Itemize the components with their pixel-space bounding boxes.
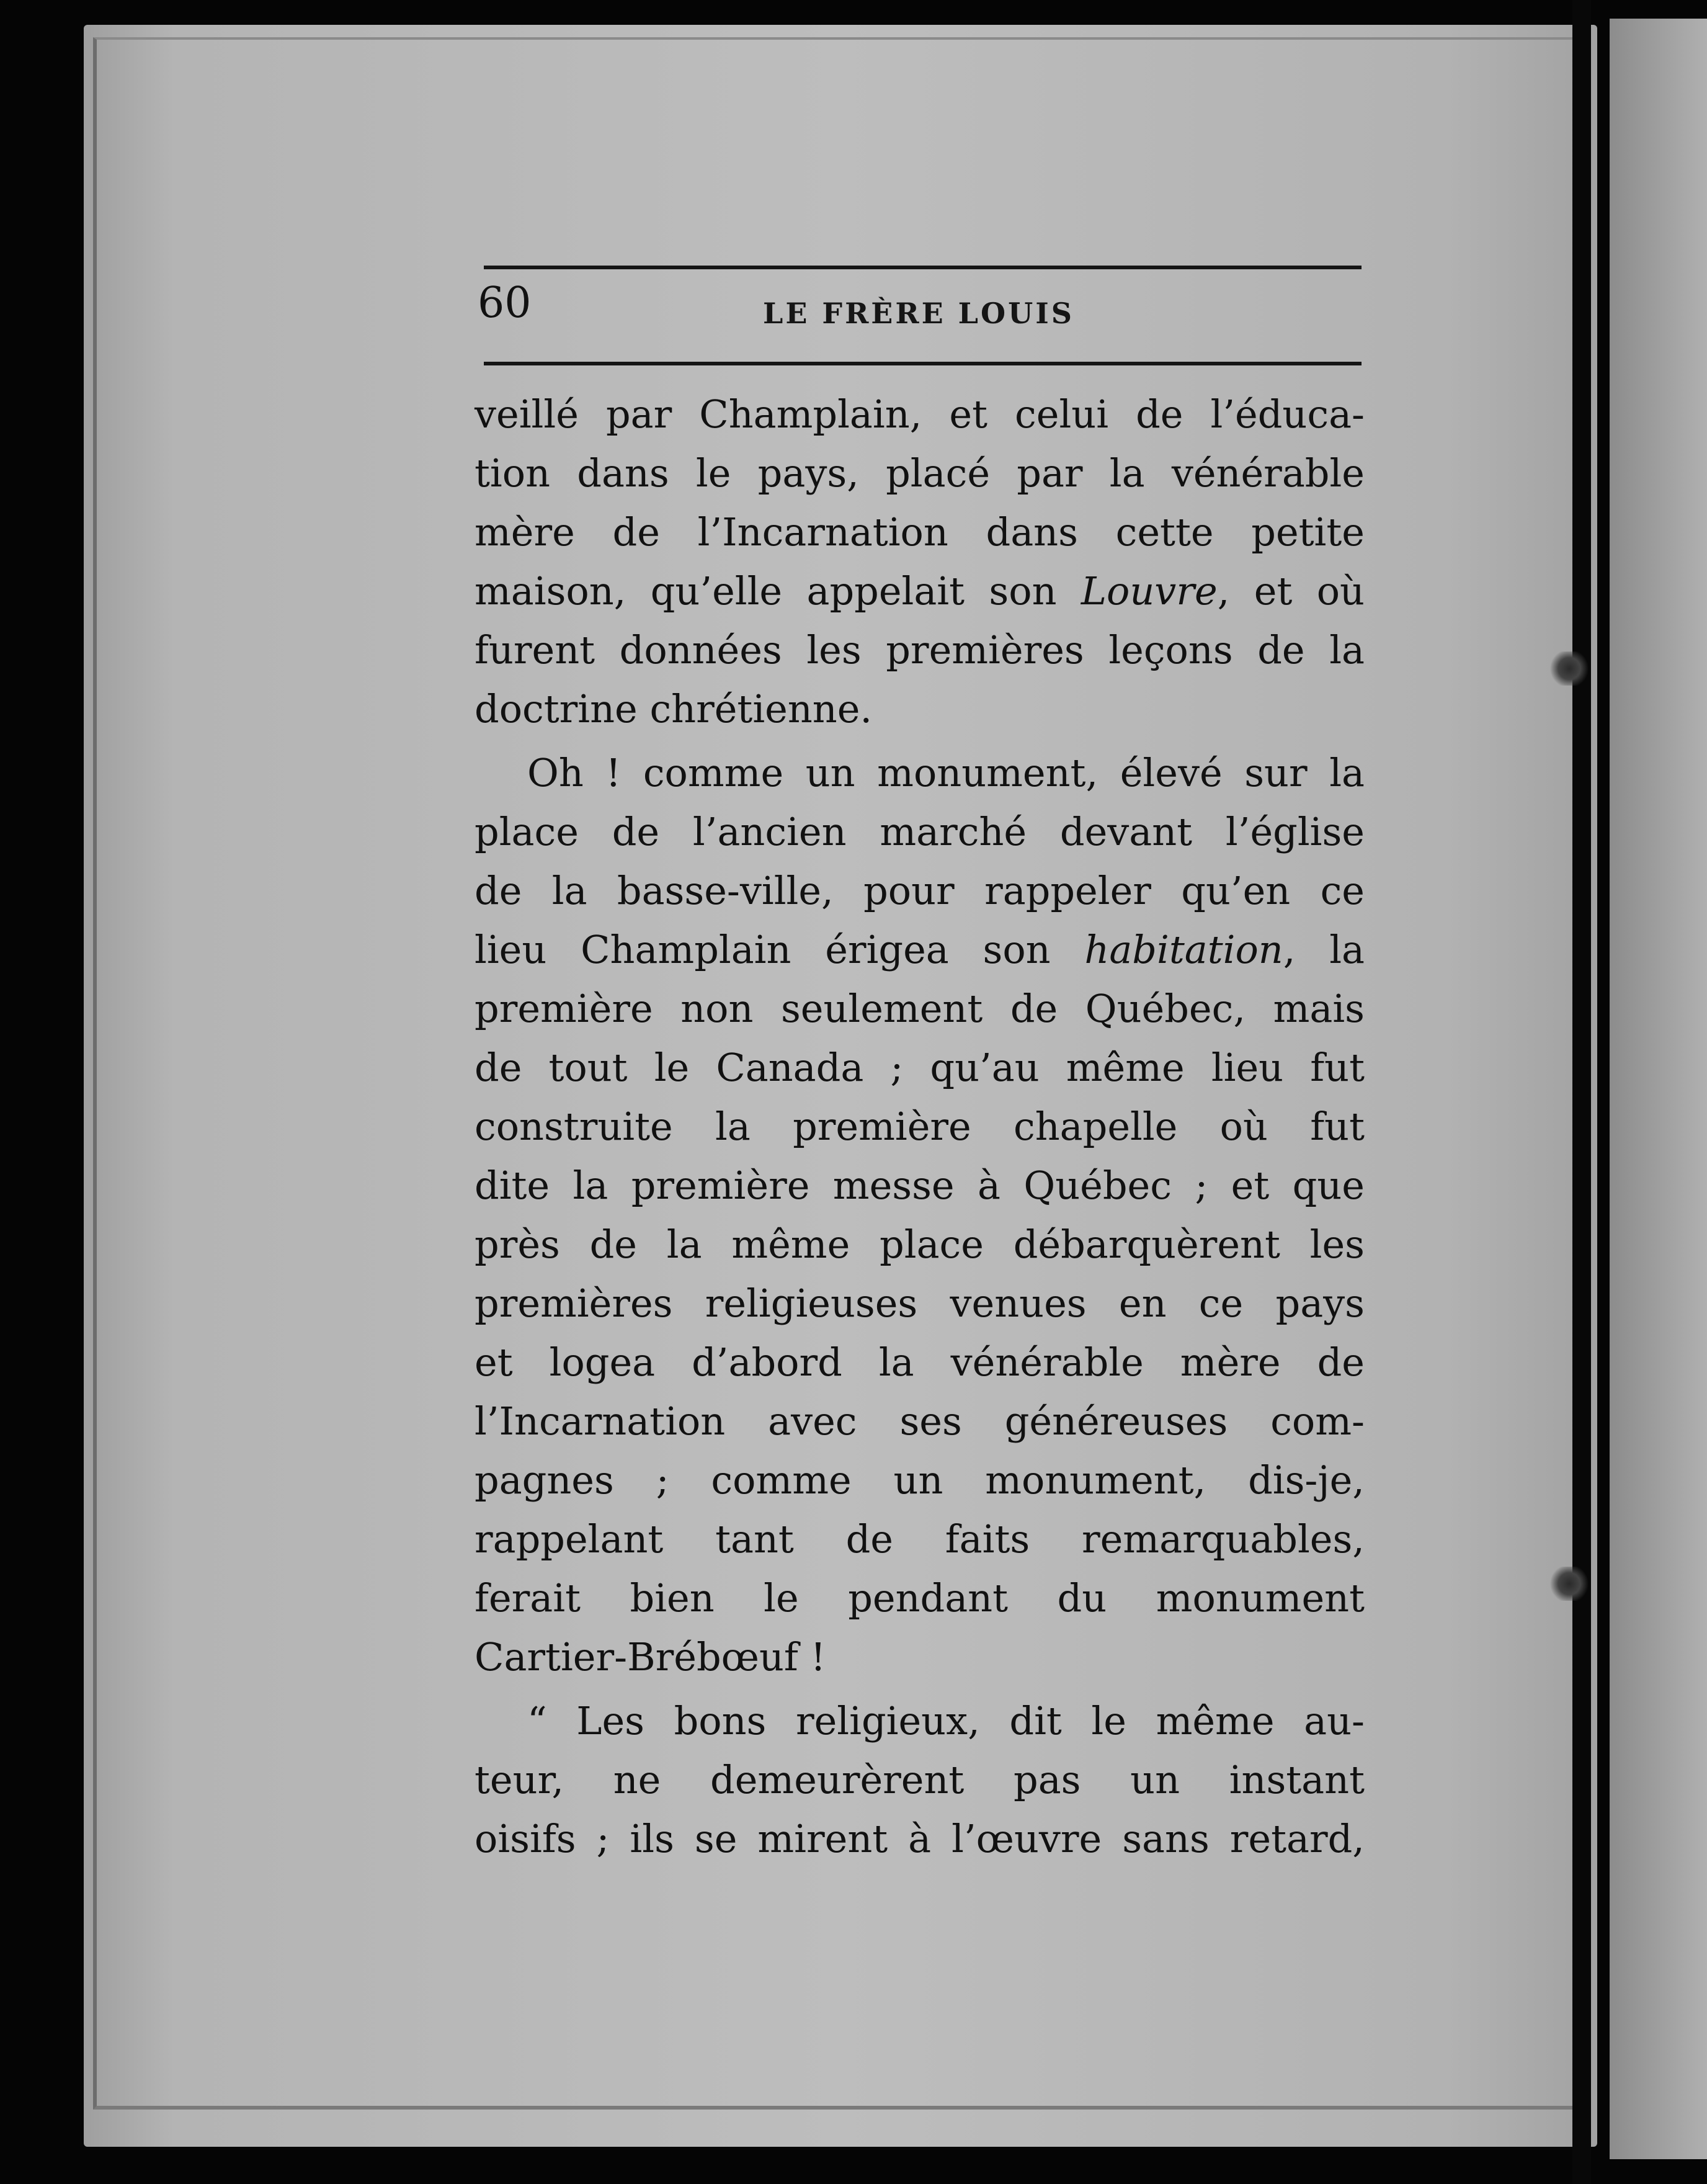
running-title: LE FRÈRE LOUIS [763, 297, 1074, 330]
text-line: Oh ! comme un monument, élevé sur la [527, 750, 1365, 795]
text-line: teur, ne demeurèrent pas un instant [475, 1757, 1365, 1802]
text-line: et logea d’abord la vénérable mère de [475, 1340, 1365, 1385]
text-line: tion dans le pays, placé par la vénérable [475, 450, 1365, 496]
italic-word: habitation [1084, 927, 1283, 972]
text-line: l’Incarnation avec ses généreuses com- [475, 1399, 1365, 1444]
text-line: près de la même place débarquèrent les [475, 1222, 1365, 1267]
adjacent-page-edge [1610, 19, 1707, 2159]
text-line: dite la première messe à Québec ; et que [475, 1163, 1365, 1208]
text-line: furent données les premières leçons de la [475, 627, 1365, 673]
text-line: veillé par Champlain, et celui de l’éduca- [475, 392, 1365, 437]
binding-gutter [1572, 0, 1591, 2184]
text-line: pagnes ; comme un monument, dis-je, [475, 1457, 1365, 1503]
page-number: 60 [478, 279, 532, 328]
text-line: de la basse-ville, pour rappeler qu’en ce [475, 868, 1365, 913]
header-rule-bottom [484, 362, 1362, 365]
text-line [475, 562, 1365, 620]
text-line: place de l’ancien marché devant l’église [475, 809, 1365, 854]
body-text [475, 385, 1365, 1868]
text-line: premières religieuses venues en ce pays [475, 1281, 1365, 1326]
text-line [475, 920, 1365, 979]
text-line: rappelant tant de faits remarquables, [475, 1516, 1365, 1562]
text-line: Cartier-Brébœuf ! [475, 1634, 826, 1680]
text-line: de tout le Canada ; qu’au même lieu fut [475, 1045, 1365, 1090]
binding-staple [1548, 1567, 1591, 1601]
text-line: mère de l’Incarnation dans cette petite [475, 509, 1365, 555]
text-line: ferait bien le pendant du monument [475, 1575, 1365, 1621]
text-fragment: , la [1283, 927, 1365, 972]
binding-staple [1548, 651, 1591, 686]
text-fragment: , et où [1217, 568, 1365, 614]
text-line: première non seulement de Québec, mais [475, 986, 1365, 1031]
text-line: “ Les bons religieux, dit le même au- [527, 1698, 1365, 1743]
text-line: doctrine chrétienne. [475, 686, 873, 732]
text-fragment: maison, qu’elle appelait son [475, 568, 1081, 614]
text-line: oisifs ; ils se mirent à l’œuvre sans retard, [475, 1816, 1365, 1861]
italic-word: Louvre [1081, 568, 1218, 614]
text-line: construite la première chapelle où fut [475, 1104, 1365, 1149]
text-fragment: lieu Champlain érigea son [475, 927, 1085, 972]
header-rule-top [484, 266, 1362, 269]
